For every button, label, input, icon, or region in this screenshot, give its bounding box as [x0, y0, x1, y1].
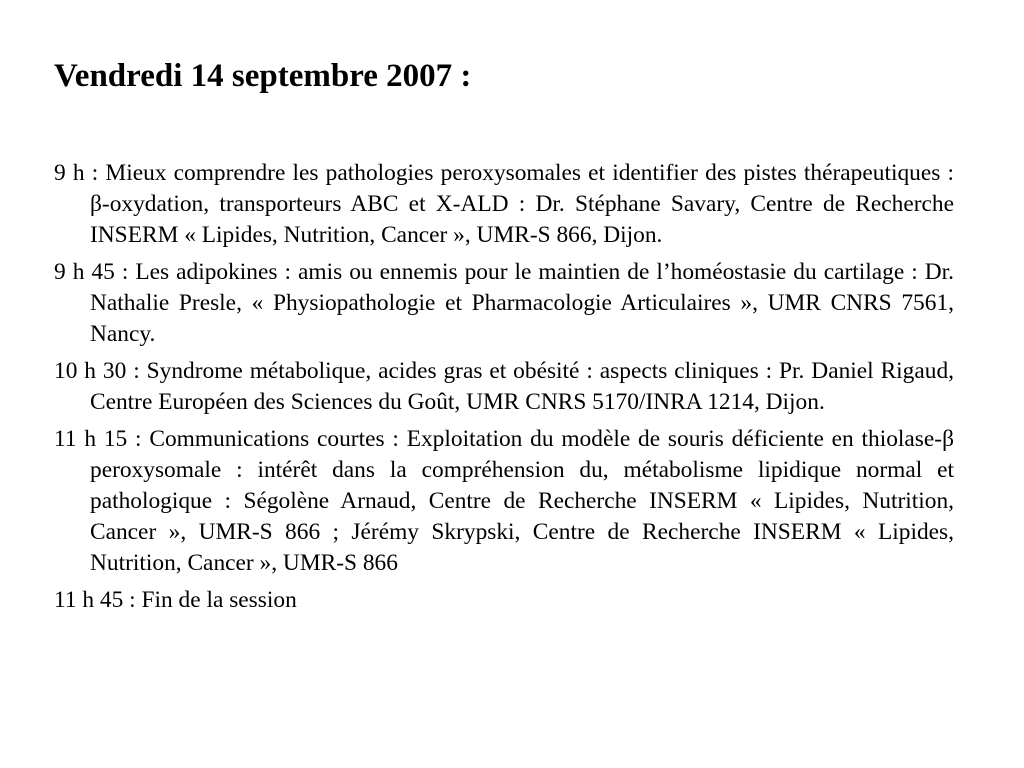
agenda-item: 9 h 45 : Les adipokines : amis ou ennemis pour le maintien de l’homéostasie du cartilage : Dr. Nathalie Presle, « Physiopathologie et Pharmacologie Articulaires », UMR CNRS 7561, Nancy. — [54, 259, 954, 347]
agenda-list — [54, 158, 954, 616]
agenda-item: 11 h 45 : Fin de la session — [54, 587, 297, 613]
agenda-item: 9 h : Mieux comprendre les pathologies peroxysomales et identifier des pistes thérapeutiques : β-oxydation, transporteurs ABC et X-ALD : Dr. Stéphane Savary, Centre de Recherche INSERM « Lipides, Nutrition, Cancer », UMR-S 866, Dijon. — [54, 160, 954, 248]
agenda-item: 11 h 15 : Communications courtes : Exploitation du modèle de souris déficiente en thiolase-β peroxysomale : intérêt dans la compréhension du, métabolisme lipidique normal et pathologique : Ségolène Arnaud, Centre de Recherche INSERM « Lipides, Nutrition, Cancer », UMR-S 866 ; Jérémy Skrypski, Centre de Recherche INSERM « Lipides, Nutrition, Cancer », UMR-S 866 — [54, 426, 954, 576]
slide-title: Vendredi 14 septembre 2007 : — [54, 58, 472, 94]
agenda-item: 10 h 30 : Syndrome métabolique, acides gras et obésité : aspects cliniques : Pr. Daniel Rigaud, Centre Européen des Sciences du Goût, UMR CNRS 5170/INRA 1214, Dijon. — [54, 358, 954, 415]
